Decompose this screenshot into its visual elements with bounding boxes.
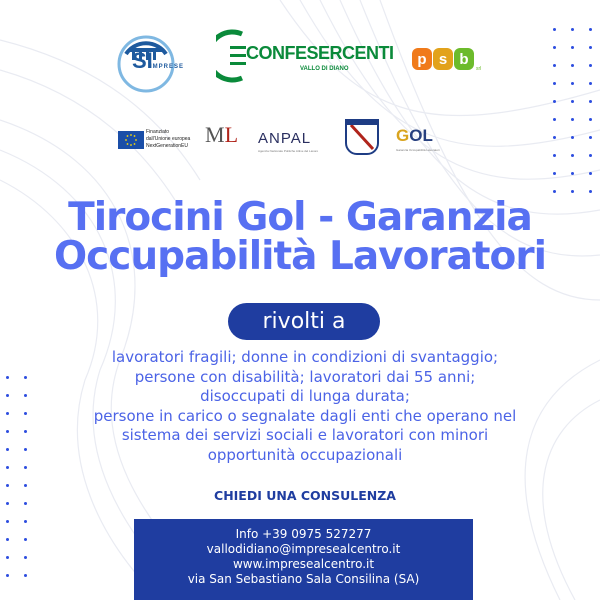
target-line: persone con disabilità; lavoratori dai 55 anni;	[134, 367, 476, 386]
page-title-line-2: Occupabilità Lavoratori	[54, 234, 546, 279]
contact-address: via San Sebastiano Sala Consilina (SA)	[187, 572, 420, 586]
dot-grid-right	[553, 28, 592, 193]
psb-suffix: srl	[476, 66, 482, 72]
confesercenti-branch-text: VALLO DI DIANO	[300, 66, 349, 72]
psb-letter-s: s	[433, 48, 453, 70]
psb-logo	[412, 48, 474, 70]
contact-website: www.impresealcentro.it	[232, 557, 375, 571]
ml-mark-l: L	[224, 122, 239, 147]
target-audience-list	[40, 348, 570, 465]
eu-line-3: NextGenerationEU	[146, 143, 188, 149]
contact-email: vallodidiano@impresealcentro.it	[206, 542, 401, 556]
si-logo-text: SI	[132, 48, 153, 73]
anpal-logo: ANPAL	[258, 130, 312, 147]
eu-line-1: Finanziato	[146, 129, 170, 135]
confesercenti-logo-text: CONFESERCENTI	[246, 43, 394, 63]
gol-subtitle: Garanzia Occupabilità Lavoratori	[396, 148, 440, 152]
gol-letter-g: G	[396, 126, 410, 145]
contact-phone: Info +39 0975 527277	[235, 527, 372, 541]
target-line: disoccupati di lunga durata;	[200, 387, 410, 405]
regione-campania-crest-icon	[345, 119, 379, 155]
gol-logo	[396, 126, 433, 146]
gol-letters-ol: OL	[409, 126, 433, 145]
target-audience-pill: rivolti a	[228, 303, 380, 340]
anpal-subtitle: Agenzia Nazionale Politiche Attive del Lavoro	[258, 149, 319, 153]
target-line: lavoratori fragili; donne in condizioni di svantaggio;	[111, 348, 499, 366]
eu-flag-icon	[118, 131, 144, 149]
eu-line-2: dall'Unione europea	[146, 136, 191, 142]
ministero-lavoro-logo	[205, 122, 238, 148]
eu-funding-text	[146, 129, 190, 150]
target-line: opportunità occupazionali	[207, 445, 403, 464]
si-logo-subtext: IMPRESE	[150, 64, 185, 70]
psb-letter-b: b	[454, 48, 474, 70]
target-line: persone in carico o segnalate dagli enti che operano nel	[93, 406, 517, 425]
page-title-line-1: Tirocini Gol - Garanzia	[68, 195, 532, 240]
contact-info-box	[134, 519, 473, 600]
consultation-cta: CHIEDI UNA CONSULENZA	[214, 488, 396, 503]
dot-grid-left	[6, 376, 27, 577]
ml-mark-m: M	[205, 122, 225, 147]
psb-letter-p: p	[412, 48, 432, 70]
target-line: sistema dei servizi sociali e lavoratori con minori	[121, 426, 489, 444]
